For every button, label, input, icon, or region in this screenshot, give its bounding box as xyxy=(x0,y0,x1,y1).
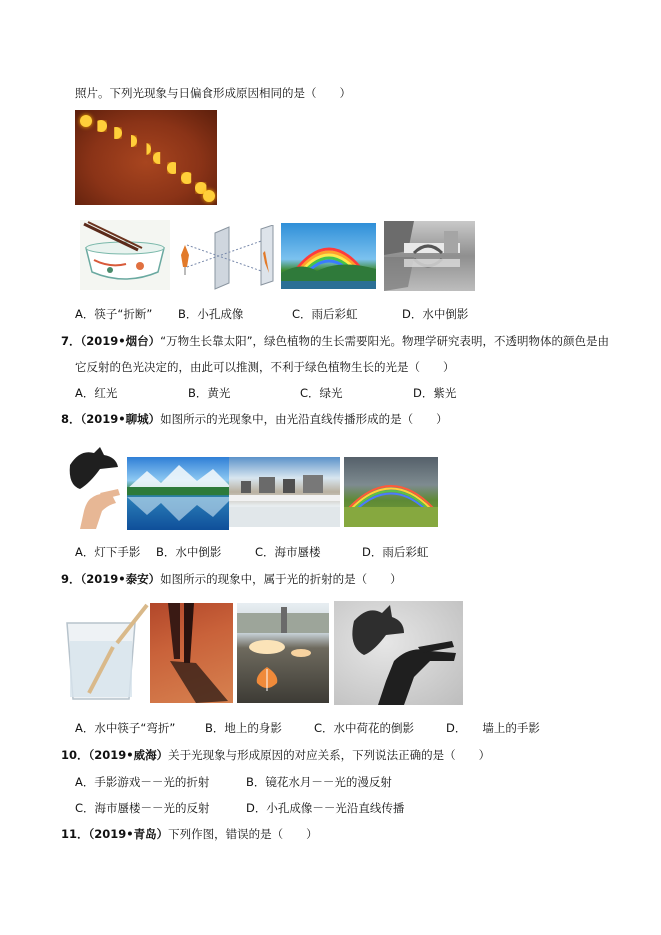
q6-option-c: C．雨后彩虹 xyxy=(292,307,358,321)
lake-mountain-reflection-photo xyxy=(127,457,229,530)
q7-option-b: B．黄光 xyxy=(188,386,231,400)
body-shadow-on-ground-photo xyxy=(150,603,233,703)
chopsticks-in-bowl-photo xyxy=(80,220,170,290)
q6-option-a: A．筷子“折断” xyxy=(75,307,153,321)
q9-option-b: B．地上的身影 xyxy=(205,721,282,735)
q6-option-b: B．小孔成像 xyxy=(178,307,244,321)
hand-shadow-puppet-photo xyxy=(60,445,123,530)
partial-solar-eclipse-photo xyxy=(75,110,217,205)
q9-option-a: A．水中筷子“弯折” xyxy=(75,721,176,735)
mirage-photo xyxy=(229,457,340,527)
q10-option-c: C．海市蜃楼－－光的反射 xyxy=(75,801,210,815)
q9-option-d: D． 墙上的手影 xyxy=(446,721,540,735)
question-11-stem: 11．（2019•青岛）下列作图，错误的是（ ） xyxy=(61,827,318,841)
q8-option-c: C．海市蜃楼 xyxy=(255,545,321,559)
q10-option-d: D．小孔成像－－光沿直线传播 xyxy=(246,801,405,815)
q9-option-c: C．水中荷花的倒影 xyxy=(314,721,415,735)
pinhole-imaging-diagram xyxy=(177,225,275,290)
question-9-stem: 9．（2019•泰安）如图所示的现象中，属于光的折射的是（ ） xyxy=(61,572,402,586)
question-6-stem: 照片。下列光现象与日偏食形成原因相同的是（ ） xyxy=(75,86,351,100)
q7-option-c: C．绿光 xyxy=(300,386,343,400)
q8-option-a: A．灯下手影 xyxy=(75,545,141,559)
q7-option-a: A．红光 xyxy=(75,386,118,400)
q10-option-a: A．手影游戏－－光的折射 xyxy=(75,775,210,789)
question-10-stem: 10．（2019•威海）关于光现象与形成原因的对应关系，下列说法正确的是（ ） xyxy=(61,748,491,762)
question-7-stem-cont: 它反射的色光决定的，由此可以推测，不利于绿色植物生长的光是（ ） xyxy=(75,360,455,374)
question-7-stem: 7．（2019•烟台）“万物生长靠太阳”，绿色植物的生长需要阳光。物理学研究表明，不透明物体的颜色是由 xyxy=(61,334,610,348)
chopsticks-in-water-glass-photo xyxy=(63,603,149,703)
q6-option-d: D．水中倒影 xyxy=(402,307,469,321)
bridge-reflection-in-water-photo xyxy=(384,221,475,291)
rainbow-over-field-photo xyxy=(344,457,438,527)
q8-option-d: D．雨后彩虹 xyxy=(362,545,429,559)
q10-option-b: B．镜花水月－－光的漫反射 xyxy=(246,775,392,789)
hand-shadow-on-wall-photo xyxy=(334,601,463,705)
lotus-reflection-in-water-photo xyxy=(237,603,329,703)
question-8-stem: 8．（2019•聊城）如图所示的光现象中，由光沿直线传播形成的是（ ） xyxy=(61,412,448,426)
q8-option-b: B．水中倒影 xyxy=(156,545,222,559)
rainbow-after-rain-photo xyxy=(281,223,376,289)
q7-option-d: D．紫光 xyxy=(413,386,457,400)
